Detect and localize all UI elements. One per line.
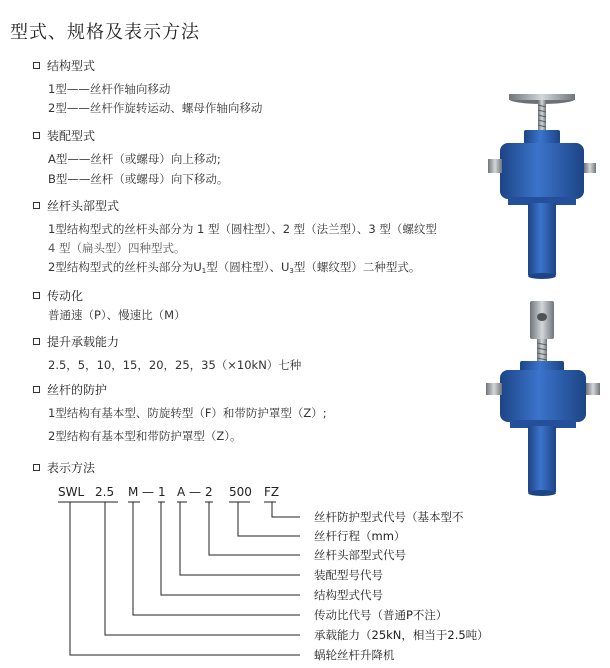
code-part-stroke: 500: [229, 485, 252, 499]
section-line: 普通速（P）、慢速比（M）: [48, 308, 186, 322]
page-title: 型式、规格及表示方法: [10, 22, 200, 43]
legend-structure: 结构型式代号: [314, 588, 383, 602]
code-part-model: SWL: [58, 485, 85, 499]
screw-jack-with-handwheel-image: [480, 85, 605, 290]
section-heading: 提升承载能力: [47, 335, 120, 349]
section-line: 4 型（扁头型）四种型式。: [48, 241, 186, 255]
section-heading: 结构型式: [47, 59, 96, 73]
section-heading: 丝杆头部型式: [47, 199, 120, 213]
section-heading: 装配型式: [47, 129, 96, 143]
section-line-u-types: 2型结构型式的丝杆头部分为$U_1$型（圆柱型）、$U_3$型（螺纹型）二种型式。: [48, 260, 421, 275]
section-line: A型——丝杆（或螺母）向上移动;: [48, 152, 221, 166]
section-line: 2型——丝杆作旋转运动、螺母作轴向移动: [48, 101, 263, 115]
section-heading: 表示方法: [47, 461, 96, 475]
legend-stroke: 丝杆行程（mm）: [314, 529, 406, 543]
code-part-structure: 1: [158, 485, 166, 499]
code-dash: —: [189, 485, 201, 499]
legend-assembly: 装配型号代号: [314, 568, 383, 582]
legend-ratio: 传动比代号（普通P不注）: [314, 608, 448, 622]
legend-protection: 丝杆防护型式代号（基本型不: [314, 510, 464, 524]
code-part-protection: FZ: [264, 485, 280, 499]
section-line: 1型结构有基本型、防旋转型（F）和带防护罩型（Z）;: [48, 406, 327, 420]
legend-product: 蜗轮丝杆升降机: [314, 648, 395, 662]
code-part-assembly: A: [177, 485, 186, 499]
section-heading: 丝杆的防护: [47, 383, 108, 397]
section-line: 2.5，5，10，15，20，25，35（×10kN）七种: [48, 358, 302, 372]
legend-capacity: 承载能力（25kN，相当于2.5吨）: [314, 628, 489, 642]
section-line: B型——丝杆（或螺母）向下移动。: [48, 172, 229, 186]
section-line: 2型结构有基本型和带防护罩型（Z）。: [48, 429, 242, 443]
screw-jack-with-flat-head-image: [480, 295, 605, 500]
legend-head-type: 丝杆头部型式代号: [314, 548, 406, 562]
code-part-capacity: 2.5: [95, 485, 115, 499]
section-heading: 传动化: [47, 289, 84, 303]
section-line: 1型结构型式的丝杆头部分为 1 型（圆柱型）、2 型（法兰型）、3 型（螺纹型: [48, 222, 437, 236]
code-part-ratio: M: [128, 485, 139, 499]
code-part-head: 2: [205, 485, 213, 499]
code-dash: —: [142, 485, 154, 499]
section-line: 1型——丝杆作轴向移动: [48, 82, 171, 96]
